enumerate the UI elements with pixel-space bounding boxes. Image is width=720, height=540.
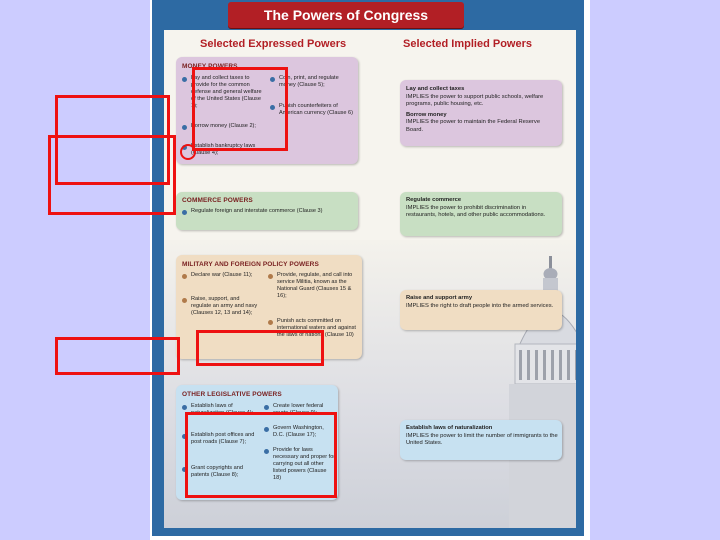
military-item-1: Declare war (Clause 11);: [191, 272, 253, 278]
bullet-icon: [182, 210, 187, 215]
bullet-icon: [182, 77, 187, 82]
money-implied-head-1: Lay and collect taxes: [406, 86, 465, 92]
annotation-box: [48, 135, 176, 215]
military-title: MILITARY AND FOREIGN POLICY POWERS: [182, 261, 319, 268]
other-implied-head: Establish laws of naturalization: [406, 425, 493, 431]
other-item-6: Provide for laws necessary and proper for carrying out all other listed powers (Clause 18): [273, 447, 336, 481]
bullet-icon: [264, 405, 269, 410]
bullet-icon: [268, 274, 273, 279]
annotation-box: [196, 330, 324, 366]
other-item-2: Create lower federal courts (Clause 9);: [273, 403, 324, 416]
other-item-4: Govern Washington, D.C. (Clause 17);: [273, 425, 324, 438]
money-item-4: Punish counterfeiters of American currency (Clause 6): [279, 103, 353, 116]
commerce-powers-box: [176, 192, 358, 230]
military-implied-box: [400, 290, 562, 330]
annotation-box: [55, 337, 180, 375]
other-item-1: Establish laws of naturalization (Clause 4);: [191, 403, 254, 416]
annotation-circle: [180, 144, 196, 160]
annotation-box: [192, 67, 288, 151]
bullet-icon: [182, 125, 187, 130]
bullet-icon: [182, 405, 187, 410]
money-implied-head-2: Borrow money: [406, 111, 447, 118]
bullet-icon: [182, 274, 187, 279]
money-item-3: Borrow money (Clause 2);: [191, 123, 256, 129]
money-implied-text-2: IMPLIES the power to maintain the Federal Reserve Board.: [406, 119, 541, 133]
implied-column-heading: Selected Implied Powers: [403, 38, 532, 50]
annotation-box: [185, 412, 337, 498]
commerce-implied-box: [400, 192, 562, 236]
expressed-column-heading: Selected Expressed Powers: [200, 38, 347, 50]
military-item-2: Provide, regulate, and call into service Militia, known as the National Guard (Clauses 15 & 16);: [277, 272, 353, 299]
bullet-icon: [268, 320, 273, 325]
other-item-3: Establish post offices and post roads (Clause 7);: [191, 432, 255, 445]
other-item-5: Grant copyrights and patents (Clause 8);: [191, 465, 243, 478]
other-implied-box: [400, 420, 562, 460]
military-implied-head: Raise and support army: [406, 295, 473, 301]
commerce-title: COMMERCE POWERS: [182, 197, 253, 204]
money-implied-box: [400, 80, 562, 146]
commerce-implied-head: Regulate commerce: [406, 197, 462, 203]
page-title: The Powers of Congress: [228, 2, 464, 28]
military-implied-text: IMPLIES the right to draft people into the armed services.: [406, 302, 554, 309]
commerce-implied-text: IMPLIES the power to prohibit discrimination in restaurants, hotels, and other public accommodations.: [406, 204, 546, 218]
money-item-2: Coin, print, and regulate money (Clause 5);: [279, 75, 339, 88]
money-item-1: Lay and collect taxes to provide for the common defense and general welfare of the United States (Clause 1);: [191, 75, 262, 109]
other-implied-text: IMPLIES the power to limit the number of immigrants to the United States.: [406, 432, 558, 446]
bullet-icon: [182, 298, 187, 303]
commerce-item-1: Regulate foreign and interstate commerce (Clause 3): [191, 208, 323, 214]
military-item-4: Punish acts committed on international waters and against the laws of nations (Clause 10): [277, 318, 356, 338]
money-item-5: Establish bankruptcy laws (Clause 4);: [191, 143, 256, 156]
military-item-3: Raise, support, and regulate an army and navy (Clauses 12, 13 and 14);: [191, 296, 258, 316]
other-title: OTHER LEGISLATIVE POWERS: [182, 391, 282, 398]
money-implied-text-1: IMPLIES the power to support public schools, welfare programs, public housing, etc.: [406, 93, 544, 107]
money-title: MONEY POWERS: [182, 63, 238, 70]
